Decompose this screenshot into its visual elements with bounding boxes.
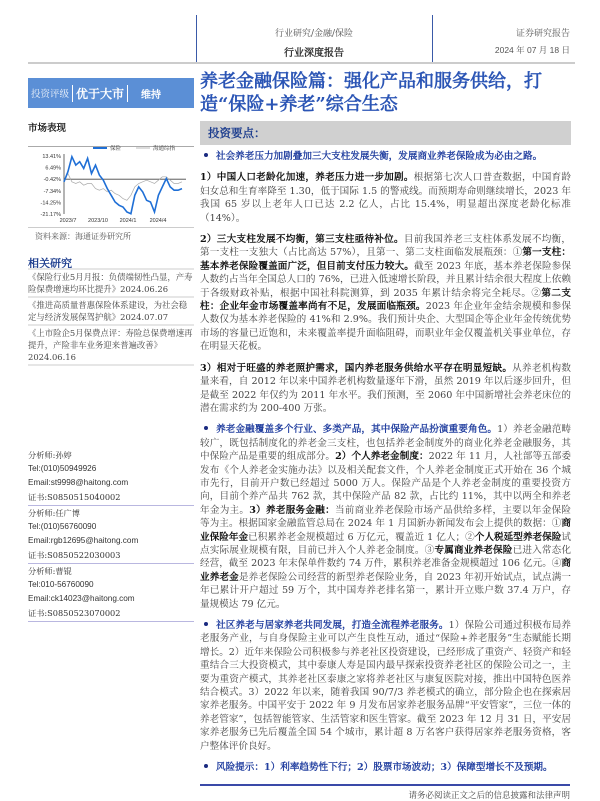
header-date: 2024 年 07 月 18 日 [494,45,570,55]
chart-source: 资料来源：海通证券研究所 [35,232,131,241]
paragraph [200,619,571,753]
x-tick-label: 2024/4 [149,218,167,224]
header-report-type: 行业深度报告 [284,48,344,59]
report-body [200,150,571,782]
emphasis-text: 专属商业养老保险 [434,544,513,556]
y-tick-label: -14.25% [40,200,61,207]
analyst-name: 分析师:孙婷 [28,450,72,460]
market-chart [28,128,194,228]
x-tick-label: 2024/1 [119,218,137,224]
body-text: 根据第七次人口普查数据，中国育龄妇女总和生育率降至 1.30，低于国际 1.5 的警戒线。而预期寿命则继续增长，2023 年我国 65 岁以上老年人口已达 2.2 亿人，占比 15.4%，明显超出深度老龄化标准（14%）。 [200,172,571,224]
analyst-tel: Tel:(010)50949926 [28,464,97,473]
related-report-link[interactable]: 《上市险企5月保费点评：寿险总保费增速再提升，产险非车业务迎来普遍改善》2024.06.16 [28,326,194,366]
related-report-link[interactable]: 《推进高质量普惠保险体系建设，为社会稳定与经济发展保驾护航》2024.07.07 [28,298,194,326]
bullet-icon [204,153,208,157]
bullet-icon [204,764,208,768]
emphasis-text: 社区养老与居家养老共同发展，打造全流程养老服务。 [216,620,449,631]
bullet-icon [204,622,208,626]
market-title: 市场表现 [28,123,67,134]
legend-label: 保险 [110,146,122,152]
body-text: 1）养老金融范畴较广，既包括制度化的养老金三支柱，也包括养老金制度外的商业化养老金融服务，其中保险产品是重要的组成部分。 [200,424,572,463]
analyst-tel: Tel:010-56760090 [28,580,94,589]
report-title: 养老金融保险篇：强化产品和服务供给，打造“保险+养老”综合生态 [200,71,542,115]
paragraph [200,171,571,225]
body-text: 是养老保险公司经营的新型养老保险业务，自 2023 年初开始试点，试点满一年已累计开户超过 59 万个，其中国寿养老排名第一，累计开立账户数 37.4 万户，存量规模达 79 亿元。 [200,571,572,610]
analyst-email[interactable]: Email:rgb12695@haitong.com [28,536,139,545]
investment-points-title: 投资要点： [200,121,571,145]
related-report-link[interactable]: 《保险行业5月月报：负债端韧性凸显，产寿险保费增速均环比提升》2024.06.26 [28,270,194,298]
y-tick-label: 6.49% [45,165,61,172]
body-text: 当前商业养老保险市场产品供给多样，主要以年金保险等为主。根据国家金融监管总局在 2024 年 1 月国新办新闻发布会上提供的数据：① [200,504,571,530]
emphasis-text: 第二支柱：企业年金市场覆盖率尚有不足，发展面临瓶颈。 [200,287,572,313]
series-line-insurance [64,157,182,214]
analyst-name: 分析师:曹锟 [28,566,72,576]
emphasis-text: 3）相对于旺盛的养老照护需求，国内养老服务供给水平存在明显短缺。 [200,362,513,374]
analyst-email[interactable]: Email:st9998@haitong.com [28,478,129,487]
analyst-card [28,448,194,506]
rating-value: 优于大市 [72,85,128,102]
body-text: 2023 年企业年金结余规模和参保人数仅为基本养老保险的 41%和 2.9%。我们预计央企、大型国企等企业年金传统优势市场的容量已近饱和，未来覆盖率提升面临阻碍，而职业年金仅覆盖机关事业单位，存在明显天花板。 [200,301,571,353]
emphasis-text: 个人税延型养老保险 [474,531,562,543]
body-text: 1）保险公司通过积极布局养老服务产业，与自身保险主业可以产生良性互动，通过“保险+养老服务”生态赋能长期增长。2）近年来保险公司积极参与养老社区投资建设，已经形成了重资产、轻资产和轻重结合三大投资模式，其中泰康人寿是国内最早探索投资养老社区的保险公司之一，主要为重资产模式，其养老社区泰康之家将养老社区与康复医院对接，推出中国特色医养结合模式。3）2022 年以来，随着我国 90/7/3 养老模式的确立，部分险企也在探索居家养老服务。中国平安于 2022 年 9 月发布居家养老服务品牌“平安管家”，三位一体的养老管家”，包括智能管家、生活管家和医生管家。截至 2023 年 12 月 31 日，平安居家养老服务已先后覆盖全国 54 个城市，累计超 8 万名客户获得居家养老服务资格，客户整体评价良好。 [200,620,571,752]
body-text: 截至 2023 年底，基本养老保险参保人数约占当年全国总人口的 76%，已进入低速增长阶段，并且累计结余很大程度上依赖于各级财政补贴，根据中国社科院测算，到 2035 年累计结余将完全耗尽。② [200,260,571,299]
bullet-icon [204,426,208,430]
emphasis-text: 商业养老金 [200,558,571,583]
emphasis-text: 养老金融覆盖多个行业、多类产品，其中保险产品扮演重要角色。 [216,424,498,436]
source-rule [28,227,194,228]
legend-label: 海通综指 [153,146,176,152]
body-text: 目前我国养老三支柱体系发展不均衡，第一支柱一支独大（占比高达 57%），且第一、第二支柱面临发展瓶颈：① [200,234,571,259]
body-text: 2022 年 11 月，人社部等五部委发布《个人养老金实施办法》以及相关配套文件，个人养老金制度正式开始在 36 个城市先行，目前开户数已经超过 5000 万人。保险产品是个人养老金制度的重要投资方向，目前个养产品共 762 款，其中保险产品 82 款，占比约 11%，其中以两全和养老年金为主。 [200,451,571,516]
header-doc-kind: 证券研究报告 [515,29,570,39]
emphasis-text: 2）三大支柱发展不均衡，第三支柱亟待补位。 [200,234,404,246]
y-tick-label: 13.41% [42,154,61,160]
emphasis-text: 第一支柱：基本养老保险覆盖面广泛，但目前支付压力较大。 [200,247,571,272]
footer-disclaimer: 请务必阅读正文之后的信息披露和法律声明 [408,791,570,801]
series-line-index [64,174,182,201]
related-list [28,268,194,366]
rating-label: 投资评级 [31,89,70,100]
header-divider [432,15,433,63]
paragraph [200,423,571,611]
body-text: 已进入常态化经营，截至 2023 年末保单件数约 74 万件，累积养老准备金规模超过 106 亿元。④ [200,544,572,570]
emphasis-text: 2）个人养老金制度： [335,451,429,463]
rating-action: 维持 [141,89,162,101]
paragraph [200,233,571,354]
paragraph [200,150,571,163]
y-tick-label: -7.34% [43,188,61,195]
emphasis-text: 1）中国人口老龄化加速，养老压力进一步加剧。 [200,172,414,184]
header-category: 行业研究/金融/保险 [274,29,354,39]
emphasis-text: 社会养老压力加剧叠加三大支柱发展失衡，发展商业养老保险成为必由之路。 [216,151,543,162]
x-tick-label: 2023/10 [88,218,108,224]
y-tick-label: -0.42% [43,177,61,184]
body-text: 从养老机构数量来看，自 2012 年以来中国养老机构数量逐年下滑，虽然 2019 年以后逐步回升，但是截至 2022 年仅约为 2011 年水平。我们预测，至 2060 年中国新增社会养老床位的潜在需求约为 200-400 万张。 [200,362,571,414]
analyst-tel: Tel:(010)56760090 [28,522,97,531]
footer-rule [200,784,570,786]
analyst-cert: 证书:S0850523070002 [28,608,121,618]
rating-box [28,78,194,108]
paragraph [200,362,571,416]
analyst-card [28,506,194,564]
header-rule [28,62,575,64]
emphasis-text: 风险提示：1）利率趋势性下行；2）股票市场波动；3）保障型增长不及预期。 [216,762,553,774]
analyst-name: 分析师:任广博 [28,508,80,518]
x-tick-label: 2023/7 [59,218,77,224]
analyst-card [28,564,194,622]
related-title: 相关研究 [28,257,72,270]
emphasis-text: 商业保险年金 [200,518,571,543]
y-tick-label: -21.17% [40,212,61,218]
paragraph [200,761,571,774]
analyst-list [28,448,194,622]
body-text: 已积累养老金规模超过 6 万亿元，覆盖近 1 亿人；② [248,531,475,543]
analyst-email[interactable]: Email:ck14023@haitong.com [28,594,135,603]
body-text: 试点实际展业规模有限，目前已并入个人养老金制度。③ [200,531,571,556]
emphasis-text: 3）养老服务金融： [249,504,335,516]
analyst-cert: 证书:S0850515040002 [28,492,121,502]
analyst-cert: 证书:S0850522030003 [28,550,121,560]
